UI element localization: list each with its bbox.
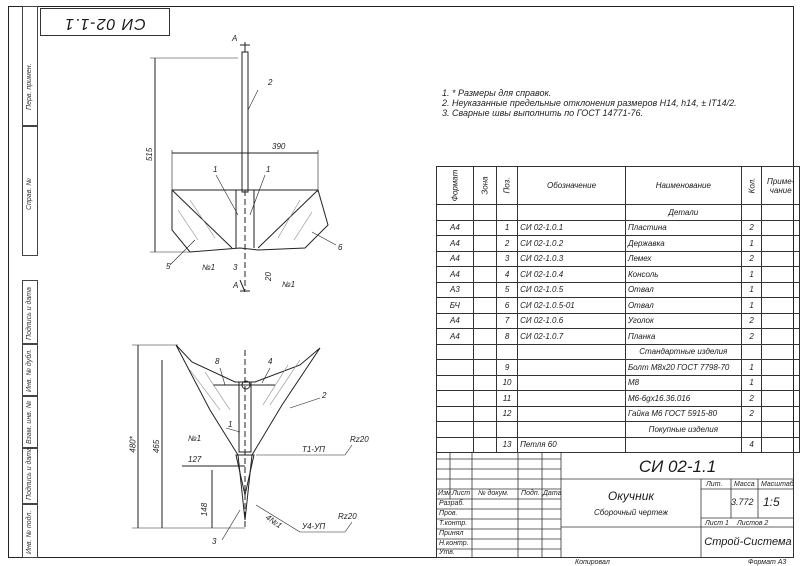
label-no1-front: №1 <box>188 434 202 443</box>
side-label-podp1: Подпись и дата <box>26 287 33 340</box>
spec-cell-name: М8 <box>625 375 741 391</box>
spec-cell-qty: 1 <box>741 282 762 298</box>
spec-section-row <box>437 205 800 221</box>
spec-cell-qty: 2 <box>741 313 762 329</box>
spec-cell-format <box>437 391 474 407</box>
tb-scale: 1:5 <box>763 495 780 509</box>
spec-cell-pos: 10 <box>496 375 517 391</box>
tb-copied: Копировал <box>575 559 610 566</box>
spec-cell-format <box>437 360 474 376</box>
spec-section-row <box>437 344 800 360</box>
spec-cell-name: Консоль <box>625 267 741 283</box>
tb-scale-label: Масштаб <box>761 481 794 488</box>
spec-cell-format: А4 <box>437 267 474 283</box>
spec-cell-name <box>625 437 741 453</box>
spec-cell-zone <box>473 391 496 407</box>
spec-cell-pos: 7 <box>496 313 517 329</box>
spec-cell-designation: СИ 02-1.0.6 <box>518 313 626 329</box>
spec-cell-note <box>762 360 800 376</box>
tb-format: Формат А3 <box>748 559 787 566</box>
spec-cell-designation: СИ 02-1.0.5-01 <box>518 298 626 314</box>
spec-cell-pos: 2 <box>496 236 517 252</box>
leader-5 <box>170 240 195 265</box>
spec-row <box>437 329 800 345</box>
front-plow-body <box>176 345 320 520</box>
spec-cell-name: Планка <box>625 329 741 345</box>
tb-code: СИ 02-1.1 <box>638 457 717 476</box>
side-label-vzam: Взам. инв. № <box>26 400 33 444</box>
spec-cell-designation: СИ 02-1.0.1 <box>518 220 626 236</box>
spec-section-title: Покупные изделия <box>625 422 741 438</box>
spec-cell-qty: 1 <box>741 267 762 283</box>
side-label-perv-primen: Перв. примен. <box>26 63 33 110</box>
tb-role-prinyal: Принял <box>439 530 464 537</box>
spec-row <box>437 236 800 252</box>
spec-cell-qty: 1 <box>741 360 762 376</box>
spec-cell-designation: СИ 02-1.0.5 <box>518 282 626 298</box>
spec-cell-designation <box>518 375 626 391</box>
label-no1-left: №1 <box>202 263 216 272</box>
spec-cell-pos: 11 <box>496 391 517 407</box>
label-section-a-top: А <box>232 34 238 43</box>
callout-4: 4 <box>268 357 273 366</box>
spec-section-row <box>437 422 800 438</box>
callout-2-front: 2 <box>322 391 327 400</box>
spec-cell-qty: 2 <box>741 406 762 422</box>
tb-role-utv: Утв. <box>439 549 455 556</box>
leader-2-front <box>290 398 320 408</box>
leader-3 <box>222 510 240 540</box>
spec-cell-note <box>762 236 800 252</box>
spec-cell-name: Пластина <box>625 220 741 236</box>
spec-cell-zone <box>473 375 496 391</box>
spec-header-designation: Обозначение <box>518 167 626 205</box>
technical-notes <box>442 88 737 118</box>
label-dim-390: 390 <box>272 142 286 151</box>
spec-cell-pos: 5 <box>496 282 517 298</box>
spec-header-note: Приме- чание <box>762 167 800 205</box>
spec-cell-zone <box>473 437 496 453</box>
spec-cell-format <box>437 406 474 422</box>
spec-cell-format: А4 <box>437 236 474 252</box>
spec-cell-format <box>437 375 474 391</box>
spec-cell-format <box>437 437 474 453</box>
spec-cell-note <box>762 391 800 407</box>
top-plow-fold-left <box>172 190 232 248</box>
leader-2-top <box>248 90 258 110</box>
spec-cell-format: А4 <box>437 251 474 267</box>
spec-row <box>437 391 800 407</box>
label-dim-127: 127 <box>188 455 202 464</box>
spec-cell-qty: 2 <box>741 251 762 267</box>
tb-lit-label: Лит. <box>706 481 723 488</box>
spec-cell-qty: 1 <box>741 375 762 391</box>
spec-cell-pos: 8 <box>496 329 517 345</box>
spec-cell-pos: 6 <box>496 298 517 314</box>
rz-label-1: Rz20 <box>350 435 369 444</box>
callout-1-front: 1 <box>228 420 233 429</box>
spec-cell-designation <box>518 391 626 407</box>
spec-cell-zone <box>473 329 496 345</box>
spec-cell-format: А4 <box>437 220 474 236</box>
spec-row <box>437 298 800 314</box>
spec-header-zone: Зона <box>473 167 496 205</box>
spec-cell-pos: 3 <box>496 251 517 267</box>
spec-cell-qty: 2 <box>741 391 762 407</box>
spec-cell-pos: 1 <box>496 220 517 236</box>
spec-cell-zone <box>473 267 496 283</box>
spec-cell-name: Гайка М6 ГОСТ 5915-80 <box>625 406 741 422</box>
spec-cell-note <box>762 313 800 329</box>
tb-col-izm: Изм. <box>438 490 453 497</box>
tb-role-tkontr: Т.контр. <box>439 520 468 527</box>
rod-holder <box>242 52 248 192</box>
spec-header-qty: Кол. <box>741 167 762 205</box>
spec-row <box>437 251 800 267</box>
note-1: 1. * Размеры для справок. <box>442 88 552 98</box>
specification-table <box>436 166 800 453</box>
callout-8: 8 <box>215 357 220 366</box>
spec-header-name: Наименование <box>625 167 741 205</box>
spec-cell-format: А4 <box>437 313 474 329</box>
spec-cell-note <box>762 298 800 314</box>
tb-col-data: Дата <box>543 490 562 497</box>
spec-cell-zone <box>473 298 496 314</box>
spec-cell-designation: СИ 02-1.0.7 <box>518 329 626 345</box>
spec-cell-note <box>762 282 800 298</box>
weld-label-t1: Т1-УП <box>302 445 325 454</box>
spec-cell-format: А3 <box>437 282 474 298</box>
spec-cell-designation <box>518 406 626 422</box>
label-dim-480: 480* <box>128 436 138 453</box>
spec-section-title: Детали <box>625 205 741 221</box>
spec-cell-designation: СИ 02-1.0.3 <box>518 251 626 267</box>
spec-cell-note <box>762 437 800 453</box>
label-dim-465: 465 <box>152 439 162 454</box>
tb-role-prov: Пров. <box>439 510 458 517</box>
spec-cell-designation: СИ 02-1.0.2 <box>518 236 626 252</box>
callout-3: 3 <box>212 537 217 546</box>
spec-row <box>437 313 800 329</box>
spec-cell-designation: Петля 60 <box>518 437 626 453</box>
label-dim-515: 515 <box>145 147 155 162</box>
spec-cell-pos: 9 <box>496 360 517 376</box>
callout-5: 5 <box>166 262 171 271</box>
side-label-inv-podl: Инв. № подл. <box>26 510 33 554</box>
tb-col-doc: № докум. <box>478 490 509 497</box>
tb-sheet: Лист 1 <box>705 520 729 527</box>
spec-cell-qty: 1 <box>741 236 762 252</box>
callout-6: 6 <box>338 243 343 252</box>
spec-cell-zone <box>473 220 496 236</box>
spec-cell-name: Державка <box>625 236 741 252</box>
spec-row <box>437 437 800 453</box>
top-plow-fold-right <box>258 190 318 248</box>
spec-row <box>437 282 800 298</box>
label-no1-right: №1 <box>282 280 296 289</box>
spec-cell-note <box>762 375 800 391</box>
note-2: 2. Неуказанные предельные отклонения размеров H14, h14, ± IT14/2. <box>442 98 737 108</box>
spec-cell-note <box>762 329 800 345</box>
tb-mass: 3.772 <box>731 497 754 507</box>
label-section-a-bottom: А <box>233 281 239 290</box>
rz-leader-2 <box>345 522 352 532</box>
callout-1-top-left: 1 <box>213 165 218 174</box>
spec-cell-zone <box>473 406 496 422</box>
label-4no1-front: 4№1 <box>264 512 284 531</box>
spec-row <box>437 375 800 391</box>
spec-header-pos: Поз. <box>496 167 517 205</box>
top-plow-body <box>172 190 328 252</box>
spec-cell-qty: 2 <box>741 220 762 236</box>
spec-cell-name: Отвал <box>625 282 741 298</box>
tb-sheets: Листов 2 <box>737 520 769 527</box>
tb-col-list: Лист <box>452 490 471 497</box>
spec-cell-zone <box>473 313 496 329</box>
spec-cell-name: Лемех <box>625 251 741 267</box>
tb-col-podp: Подп. <box>521 490 540 497</box>
side-label-podp2: Подпись и дата <box>26 447 33 500</box>
spec-cell-note <box>762 267 800 283</box>
rz-leader-1 <box>345 445 352 455</box>
spec-row <box>437 220 800 236</box>
rotated-code-text: СИ 02-1.1 <box>64 15 146 32</box>
tb-doc-type: Сборочный чертеж <box>594 508 668 517</box>
spec-cell-pos: 12 <box>496 406 517 422</box>
spec-cell-zone <box>473 251 496 267</box>
spec-cell-name: Отвал <box>625 298 741 314</box>
tb-product-name: Окучник <box>607 489 655 503</box>
spec-header-row <box>437 167 800 205</box>
leader-1-top-right <box>250 175 265 215</box>
spec-cell-format: БЧ <box>437 298 474 314</box>
weld-label-u4: У4-УП <box>302 522 326 531</box>
spec-header-format: Формат <box>437 167 474 205</box>
spec-cell-note <box>762 251 800 267</box>
spec-cell-zone <box>473 360 496 376</box>
spec-cell-designation <box>518 360 626 376</box>
spec-cell-zone <box>473 282 496 298</box>
rz-label-2: Rz20 <box>338 512 357 521</box>
tb-role-razrab: Разраб. <box>439 500 465 507</box>
callout-2-top: 2 <box>268 78 273 87</box>
spec-row <box>437 360 800 376</box>
label-dim-148: 148 <box>200 502 210 517</box>
spec-cell-note <box>762 406 800 422</box>
spec-body <box>437 205 800 453</box>
spec-row <box>437 406 800 422</box>
leader-4 <box>262 368 270 383</box>
spec-cell-qty: 1 <box>741 298 762 314</box>
spec-cell-name: Болт М8х20 ГОСТ 7798-70 <box>625 360 741 376</box>
spec-cell-pos: 13 <box>496 437 517 453</box>
tb-role-nkontr: Н.контр. <box>439 540 469 547</box>
leader-6 <box>312 232 336 245</box>
spec-cell-qty: 2 <box>741 329 762 345</box>
tb-company: Строй-Система <box>704 536 792 548</box>
spec-cell-zone <box>473 236 496 252</box>
side-label-inv-dubl: Инв. № дубл. <box>26 348 33 392</box>
side-label-sprav: Справ. № <box>26 178 33 210</box>
spec-cell-name: Уголок <box>625 313 741 329</box>
note-3: 3. Сварные швы выполнить по ГОСТ 14771-76. <box>442 108 644 118</box>
label-dim-3: 3 <box>233 263 238 272</box>
callout-1-top-right: 1 <box>266 165 271 174</box>
spec-cell-note <box>762 220 800 236</box>
label-dim-20: 20 <box>263 272 273 281</box>
spec-cell-pos: 4 <box>496 267 517 283</box>
spec-section-title: Стандартные изделия <box>625 344 741 360</box>
section-line-bottom <box>240 280 245 292</box>
leader-1-top-left <box>216 175 238 215</box>
tb-mass-label: Масса <box>734 481 755 488</box>
spec-cell-name: М6-6gх16.36.016 <box>625 391 741 407</box>
spec-cell-qty: 4 <box>741 437 762 453</box>
spec-cell-designation: СИ 02-1.0.4 <box>518 267 626 283</box>
spec-row <box>437 267 800 283</box>
spec-cell-format: А4 <box>437 329 474 345</box>
